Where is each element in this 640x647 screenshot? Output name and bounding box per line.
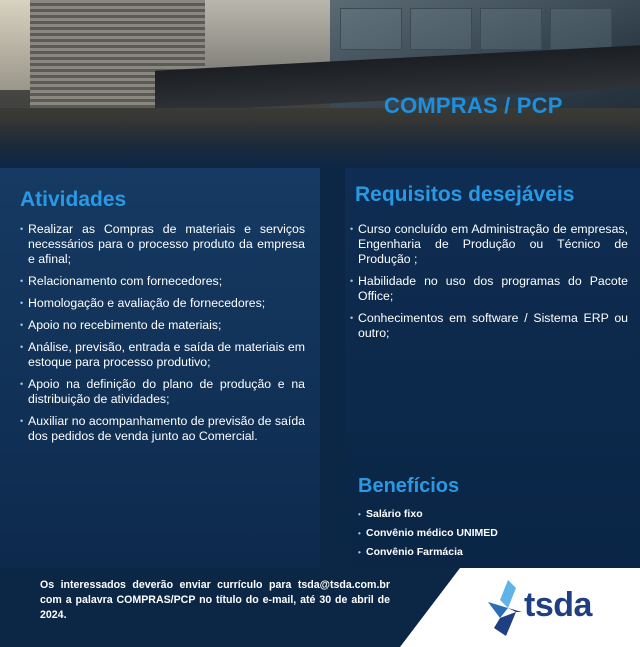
beneficio-item: • Salário fixo	[358, 508, 498, 521]
requisito-item: • Conhecimentos em software / Sistema ERP ou outro;	[350, 311, 628, 341]
tsda-logo-mark-icon	[486, 578, 526, 638]
footer-text-after: com a palavra COMPRAS/PCP no título do e-mail, até 30 de abril de 2024.	[40, 594, 390, 621]
atividade-item: • Auxiliar no acompanhamento de previsão de saída dos pedidos de venda junto ao Comercial.	[20, 414, 305, 444]
beneficio-item: • Convênio Farmácia	[358, 546, 498, 559]
requisitos-title: Requisitos desejáveis	[355, 183, 575, 206]
beneficio-item: • Convênio médico UNIMED	[358, 527, 498, 540]
atividades-list	[20, 222, 305, 451]
footer-instructions	[40, 578, 390, 623]
atividades-title: Atividades	[20, 188, 127, 211]
requisito-item: • Curso concluído em Administração de empresas, Engenharia de Produção ou Técnico de Produção ;	[350, 222, 628, 267]
tsda-logo	[486, 578, 616, 638]
atividade-item: • Homologação e avaliação de fornecedores;	[20, 296, 305, 311]
atividade-item: • Apoio na definição do plano de produção e na distribuição de atividades;	[20, 377, 305, 407]
atividade-item: • Relacionamento com fornecedores;	[20, 274, 305, 289]
beneficios-title: Benefícios	[358, 475, 460, 497]
footer-text-before: Os interessados deverão enviar currículo para	[40, 579, 292, 591]
atividade-item: • Realizar as Compras de materiais e serviços necessários para o processo produto da empresa e afinal;	[20, 222, 305, 267]
page-title: COMPRAS / PCP	[384, 93, 563, 118]
atividade-item: • Análise, previsão, entrada e saída de materiais em estoque para processo produtivo;	[20, 340, 305, 370]
requisito-item: • Habilidade no uso dos programas do Pacote Office;	[350, 274, 628, 304]
beneficios-list	[358, 508, 498, 565]
contact-email-link[interactable]: tsda@tsda.com.br	[297, 579, 390, 591]
tsda-logo-text: tsda	[524, 586, 592, 624]
atividade-item: • Apoio no recebimento de materiais;	[20, 318, 305, 333]
header-photo	[0, 0, 640, 170]
requisitos-list	[350, 222, 628, 348]
